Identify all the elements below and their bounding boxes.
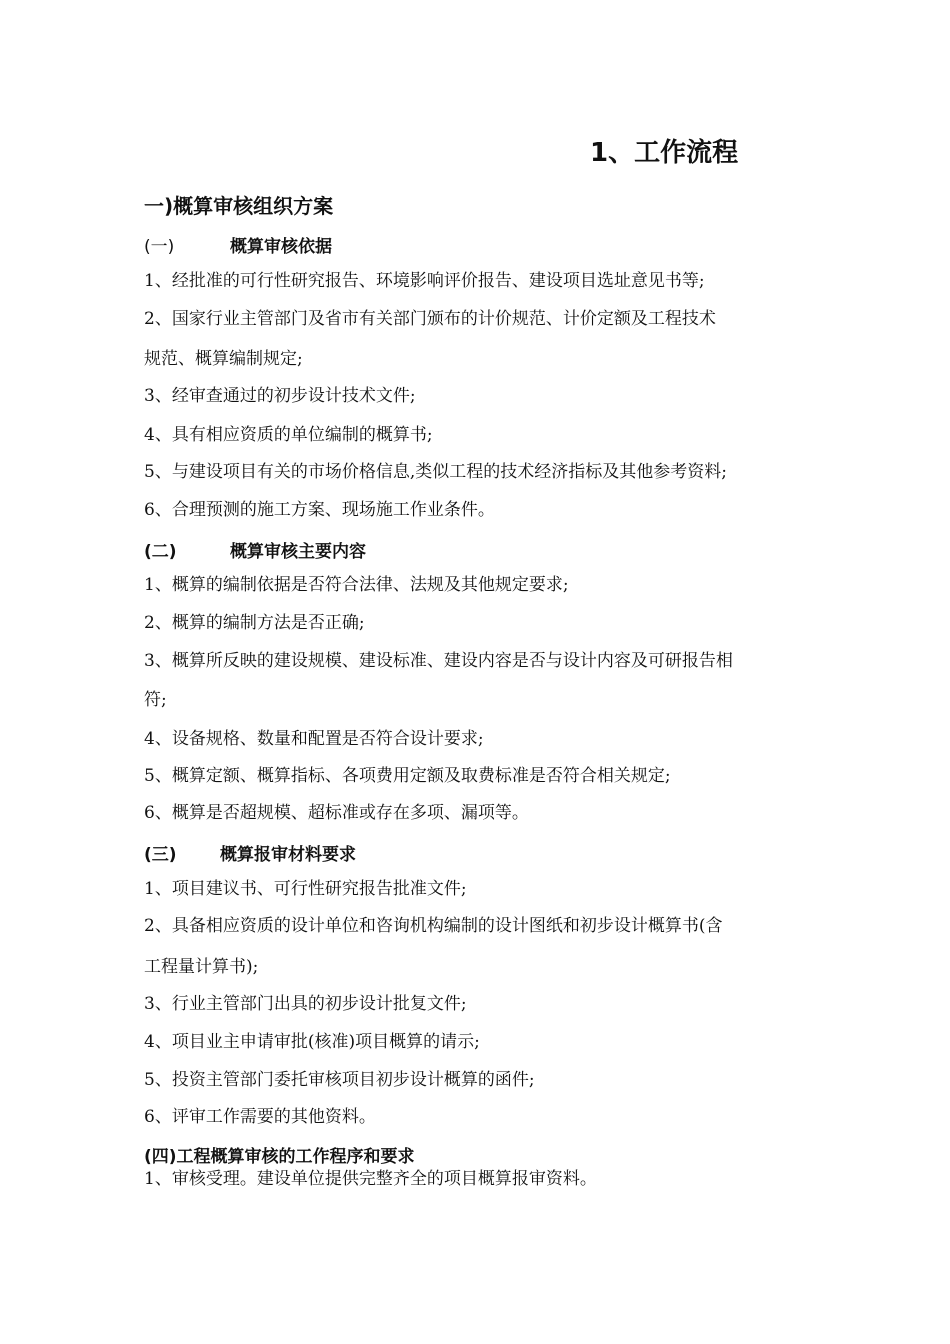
list-item: 6、合理预测的施工方案、现场施工作业条件。 xyxy=(144,500,495,520)
list-item: 3、行业主管部门出具的初步设计批复文件; xyxy=(144,994,467,1014)
section-title: 概算审核依据 xyxy=(230,237,332,257)
section-heading-3 xyxy=(144,840,356,865)
section-heading-4: (四)工程概算审核的工作程序和要求 xyxy=(144,1147,415,1167)
list-item: 6、评审工作需要的其他资料。 xyxy=(144,1107,376,1127)
section-heading-1 xyxy=(144,232,332,257)
list-item: 1、经批准的可行性研究报告、环境影响评价报告、建设项目选址意见书等; xyxy=(144,271,705,291)
list-item: 2、国家行业主管部门及省市有关部门颁布的计价规范、计价定额及工程技术 xyxy=(144,309,716,329)
section-number: (一) xyxy=(144,237,175,257)
list-item: 3、概算所反映的建设规模、建设标准、建设内容是否与设计内容及可研报告相 xyxy=(144,651,733,671)
list-item: 4、设备规格、数量和配置是否符合设计要求; xyxy=(144,729,484,749)
main-heading: 一)概算审核组织方案 xyxy=(144,194,334,218)
section-title: 概算报审材料要求 xyxy=(220,845,356,865)
list-item: 1、审核受理。建设单位提供完整齐全的项目概算报审资料。 xyxy=(144,1169,597,1189)
list-item: 4、具有相应资质的单位编制的概算书; xyxy=(144,425,433,445)
section-heading-2 xyxy=(144,537,366,562)
section-number: (三) xyxy=(144,845,177,865)
section-number: (二) xyxy=(144,542,177,562)
list-item: 1、项目建议书、可行性研究报告批准文件; xyxy=(144,879,467,899)
list-item: 4、项目业主申请审批(核准)项目概算的请示; xyxy=(144,1032,480,1052)
list-item: 1、概算的编制依据是否符合法律、法规及其他规定要求; xyxy=(144,575,569,595)
page-title: 1、工作流程 xyxy=(590,138,739,168)
list-item: 2、概算的编制方法是否正确; xyxy=(144,613,365,633)
list-item: 符; xyxy=(144,690,167,710)
list-item: 5、与建设项目有关的市场价格信息,类似工程的技术经济指标及其他参考资料; xyxy=(144,462,727,482)
list-item: 6、概算是否超规模、超标准或存在多项、漏项等。 xyxy=(144,803,529,823)
list-item: 3、经审查通过的初步设计技术文件; xyxy=(144,386,416,406)
list-item: 5、投资主管部门委托审核项目初步设计概算的函件; xyxy=(144,1070,535,1090)
section-title: 概算审核主要内容 xyxy=(230,542,366,562)
list-item: 2、具备相应资质的设计单位和咨询机构编制的设计图纸和初步设计概算书(含 xyxy=(144,916,723,936)
list-item: 工程量计算书); xyxy=(144,957,259,977)
list-item: 5、概算定额、概算指标、各项费用定额及取费标准是否符合相关规定; xyxy=(144,766,671,786)
list-item: 规范、概算编制规定; xyxy=(144,349,303,369)
